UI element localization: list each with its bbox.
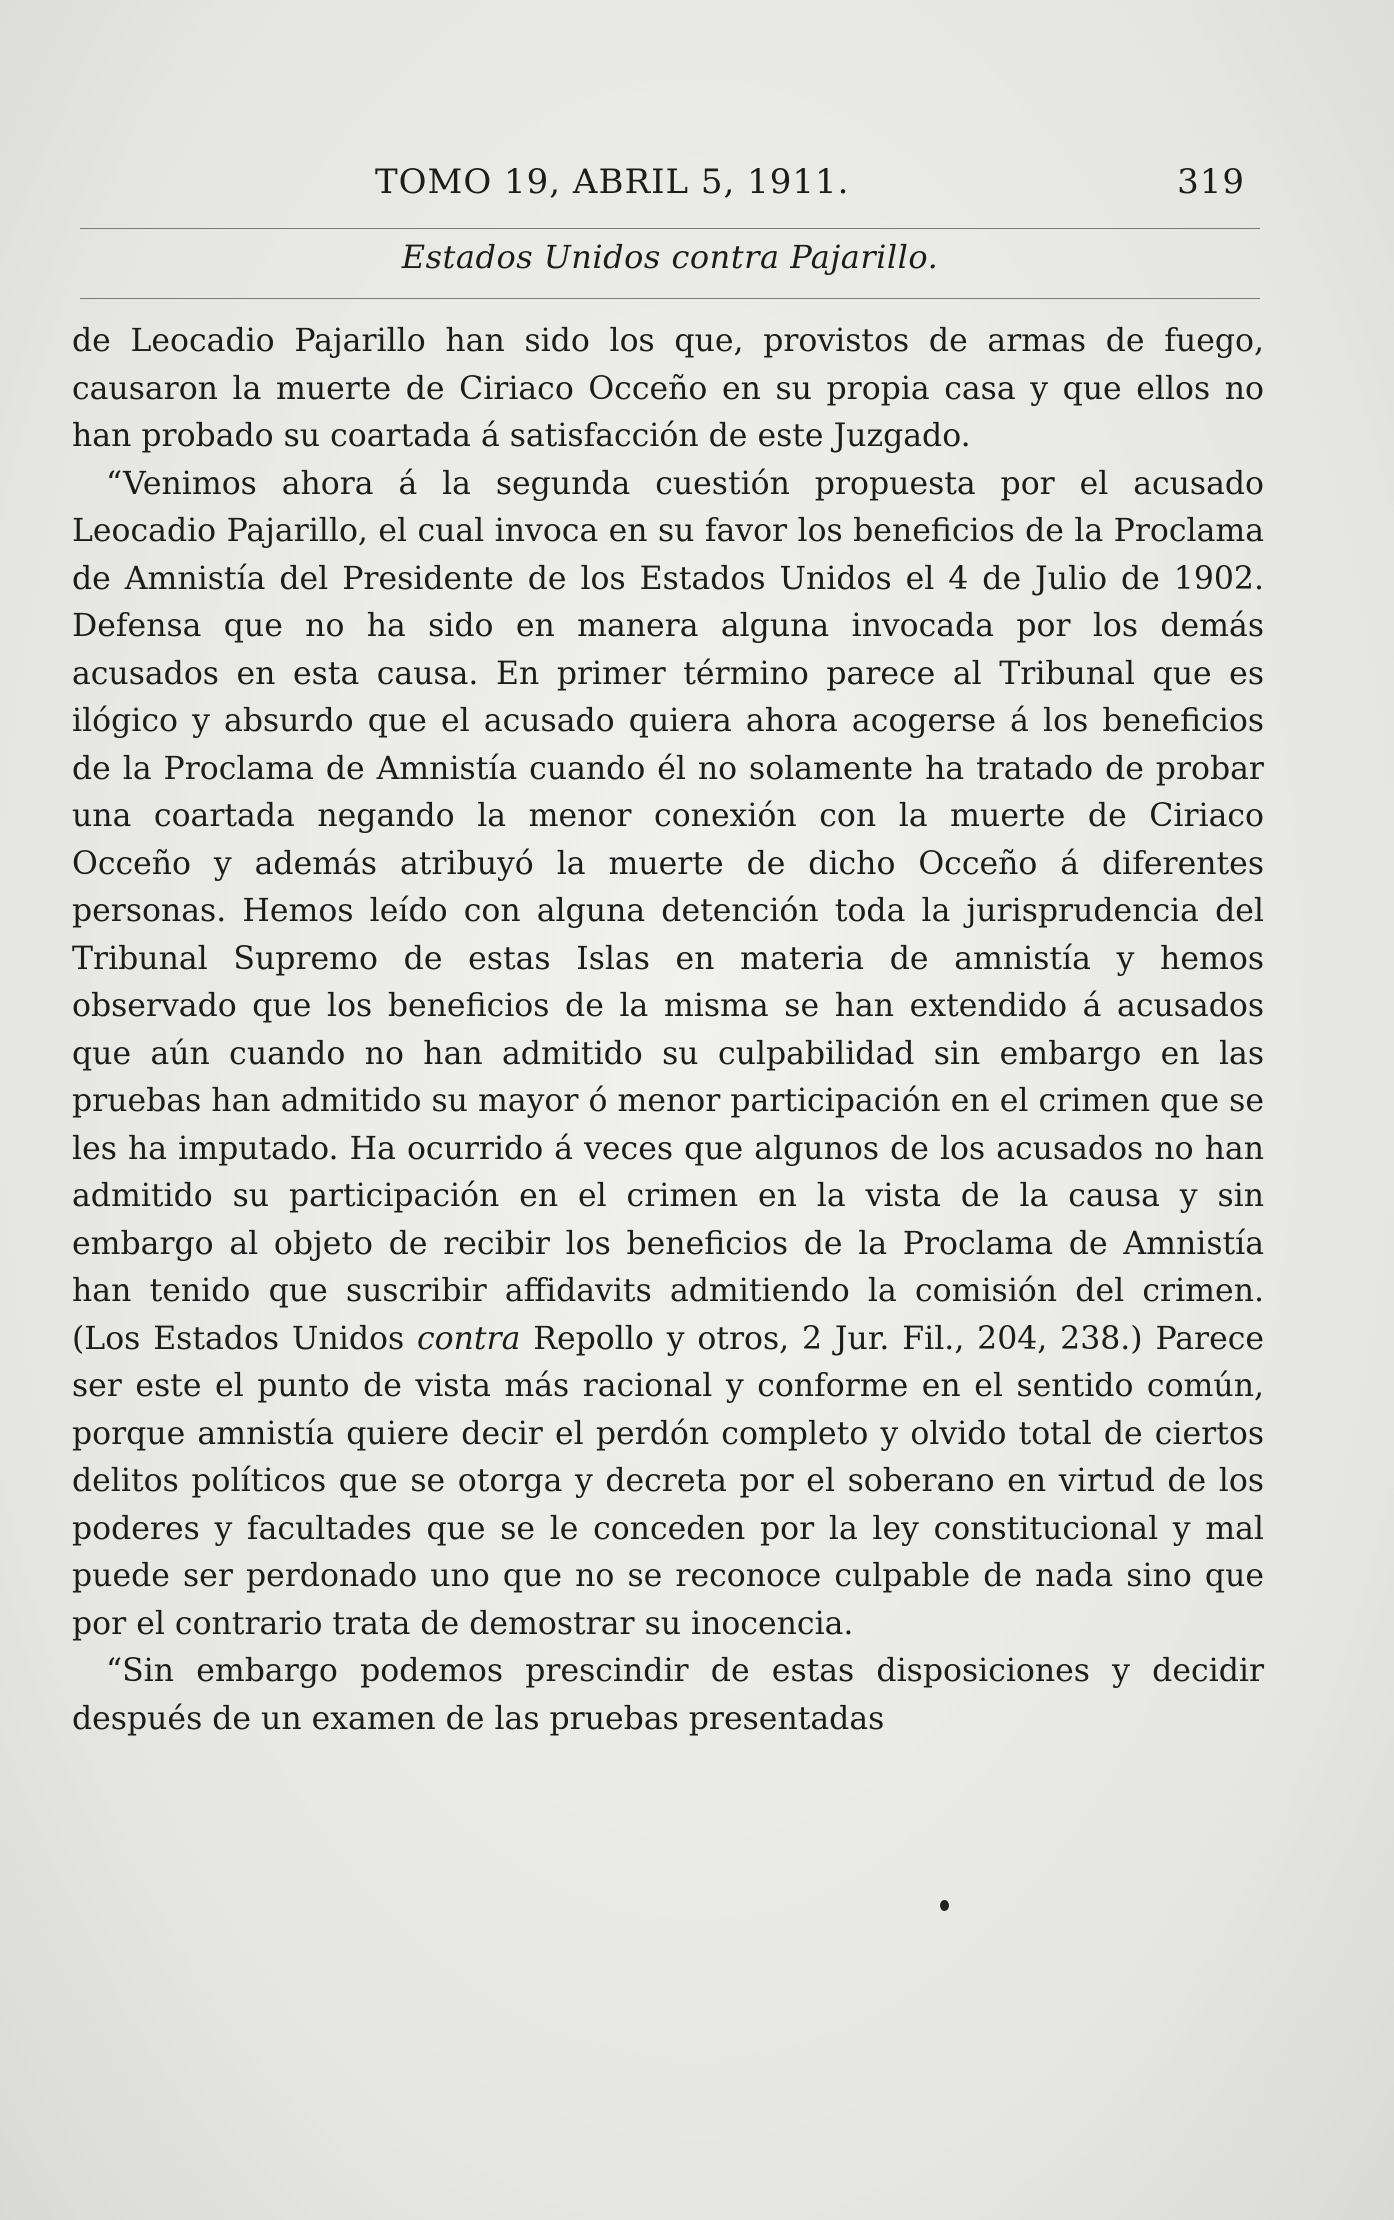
running-title: TOMO 19, ABRIL 5, 1911. [375,162,850,202]
paragraph-however [72,1648,1264,1743]
subtitle-rule [80,298,1260,299]
paragraph-text: “Sin embargo podemos prescindir de estas disposiciones y decidir después de un examen de las pruebas presentadas [72,1653,1264,1737]
page-number: 319 [1177,162,1245,202]
header-rule [80,228,1260,229]
case-title: Estados Unidos contra Pajarillo. [401,238,939,276]
case-citation-contra: contra [417,1320,521,1357]
paragraph-text: de Leocadio Pajarillo han sido los que, provistos de armas de fuego, causaron la muerte de Ciriaco Occeño en su propia casa y que ellos no han probado su coartada á satisfacción de este Juzgado. [72,323,1264,454]
page-header [85,162,1265,210]
paragraph-continuation [72,318,1264,461]
ink-speck [940,1900,949,1911]
paragraph-amnesty-question [72,461,1264,1649]
body-text [72,318,1264,1743]
paragraph-text: Repollo y otros, 2 Jur. Fil., 204, 238.) Parece ser este el punto de vista más racional y conforme en el sentido común, porque amnistía quiere decir el perdón completo y olvido total de ciertos delitos políticos que se otorga y decreta por el soberano en virtud de los poderes y facultades que se le conceden por la ley constitucional y mal puede ser perdonado uno que no se reconoce culpable de nada sino que por el contrario trata de demostrar su inocencia. [72,1320,1264,1642]
paragraph-text: “Venimos ahora á la segunda cuestión propuesta por el acusado Leocadio Pajarillo, el cual invoca en su favor los beneficios de la Proclama de Amnistía del Presidente de los Estados Unidos el 4 de Julio de 1902. Defensa que no ha sido en manera alguna invocada por los demás acusados en esta causa. En primer término parece al Tribunal que es ilógico y absurdo que el acusado quiera ahora acogerse á los beneficios de la Proclama de Amnistía cuando él no solamente ha tratado de probar una coartada negando la menor conexión con la muerte de Ciriaco Occeño y además atribuyó la muerte de dicho Occeño á diferentes personas. Hemos leído con alguna detención toda la jurisprudencia del Tribunal Supremo de estas Islas en materia de amnistía y hemos observado que los beneficios de la misma se han extendido á acusados que aún cuando no han admitido su culpabilidad sin embargo en las pruebas han admitido su mayor ó menor participación en el crimen que se les ha imputado. Ha ocurrido á veces que algunos de los acusados no han admitido su participación en el crimen en la vista de la causa y sin embargo al objeto de recibir los beneficios de la Proclama de Amnistía han tenido que suscribir affidavits admitiendo la comisión del crimen. (Los Estados Unidos [72,465,1264,1357]
